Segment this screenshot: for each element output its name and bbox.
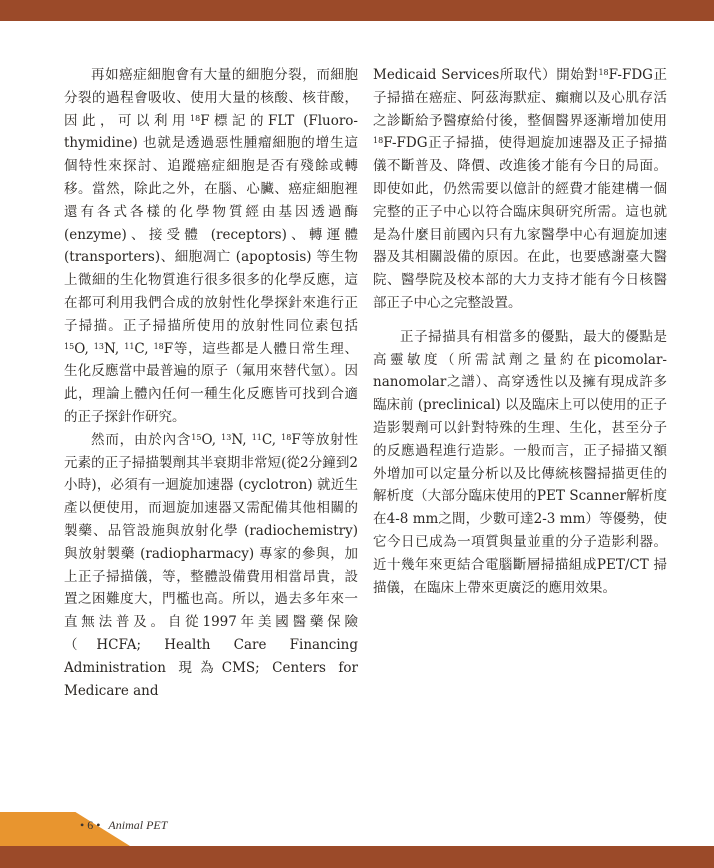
- text-run: F-FDG正子掃描，使得迴旋加速器及正子掃描儀不斷普及、降價、改進後才能有今日的局面。即使如此，仍然需要以億計的經費才能建構一個完整的正子中心以符合臨床與研究所需。這也就是為什麼目前國內只有九家醫學中心有迴旋加速器及其相關設備的原因。在此，也要感謝臺大醫院、醫學院及校本部的大力支持才能有今日核醫部正子中心之完整設置。: [373, 135, 667, 311]
- text-run: Medicaid Services所取代）開始對: [373, 67, 599, 83]
- text-run: O,: [201, 431, 222, 448]
- superscript: 11: [251, 432, 262, 442]
- text-run: F-FDG正子掃描在癌症、阿茲海默症、癲癇以及心肌存活之診斷給予醫療給付後，整個醫界逐漸增加使用: [373, 67, 667, 129]
- superscript: 18: [190, 113, 201, 123]
- footer: [80, 818, 167, 833]
- right-paragraph-2: 正子掃描具有相當多的優點，最大的優點是高靈敏度（所需試劑之量約在picomolar-nanomolar之譜）、高穿透性以及擁有現成許多臨床前 (preclinical) 以及臨床上可以使用的正子造影製劑可以針對特殊的生理、生化，甚至分子的反應過程進行造影。一般而言，正子掃描又額外增加可以定量分析以及比傳統核醫掃描更佳的解析度（大部分臨床使用的PET Scanner解析度在4-8 mm之間，少數可達2-3 mm）等優勢，使它今日已成為一項質與量並重的分子造影利器。近十幾年來更結合電腦斷層掃描組成PET/CT 掃描儀，在臨床上帶來更廣泛的應用效果。: [373, 328, 667, 596]
- superscript: 18: [373, 136, 384, 146]
- left-column: [64, 64, 358, 702]
- text-run: O,: [74, 340, 94, 357]
- left-paragraph-2: [64, 429, 358, 703]
- footer-band: [0, 846, 714, 868]
- text-run: N,: [231, 431, 252, 448]
- text-run: C,: [261, 431, 282, 448]
- text-run: C,: [134, 340, 154, 357]
- page-number: • 6 •: [80, 818, 101, 832]
- text-run: 再如癌症細胞會有大量的細胞分裂，而細胞分裂的過程會吸收、使用大量的核酸、核苷酸，因此，可以利用: [64, 67, 358, 129]
- text-run: F標記的FLT (Fluoro-thymidine) 也就是透過惡性腫瘤細胞的增生這個特性來探討、追蹤癌症細胞是否有殘餘或轉移。當然，除此之外，在腦、心臟、癌症細胞裡還有各式各樣的化學物質經由基因透過酶 (enzyme)、接受體 (receptors)、轉運體 (transporters)、細胞凋亡 (apoptosis) 等生物上微細的生化物質進行很多很多的化學反應，這在都可利用我們合成的放射性化學探針來進行正子掃描。正子掃描所使用的放射性同位素包括: [64, 112, 358, 334]
- running-title: Animal PET: [108, 818, 168, 832]
- superscript: 15: [191, 432, 202, 442]
- superscript: 13: [221, 432, 232, 442]
- header-band: [0, 0, 714, 21]
- superscript: 18: [153, 341, 164, 351]
- superscript: 18: [598, 68, 609, 77]
- text-run: F等放射性元素的正子掃描製劑其半衰期非常短(從2分鐘到2小時)，必須有一迴旋加速器 (cyclotron) 就近生產以便使用，而迴旋加速器又需配備其他相關的製藥、品管設施與放射化學 (radiochemistry) 與放射製藥 (radiopharmacy) 專家的參與，加上正子掃描儀，等，整體設備費用相當昂貴，設置之困難度大，門檻也高。所以，過去多年來一直無法普及。自從1997年美國醫藥保險（HCFA; Health Care Financing Administration 現為CMS; Centers for Medicare and: [64, 431, 358, 699]
- right-column: [373, 64, 667, 599]
- left-paragraph-1: [64, 64, 358, 429]
- superscript: 13: [93, 341, 104, 351]
- right-paragraph-1: [373, 64, 667, 315]
- text-run: 然而，由於內含: [91, 431, 192, 448]
- superscript: 11: [124, 341, 135, 351]
- superscript: 18: [281, 432, 292, 442]
- text-run: F等，這些都是人體日常生理、生化反應當中最普遍的原子（氟用來替代氫）。因此，理論上體內任何一種生化反應皆可找到合適的正子探針作研究。: [64, 340, 359, 425]
- superscript: 15: [64, 341, 75, 351]
- text-run: N,: [103, 340, 125, 357]
